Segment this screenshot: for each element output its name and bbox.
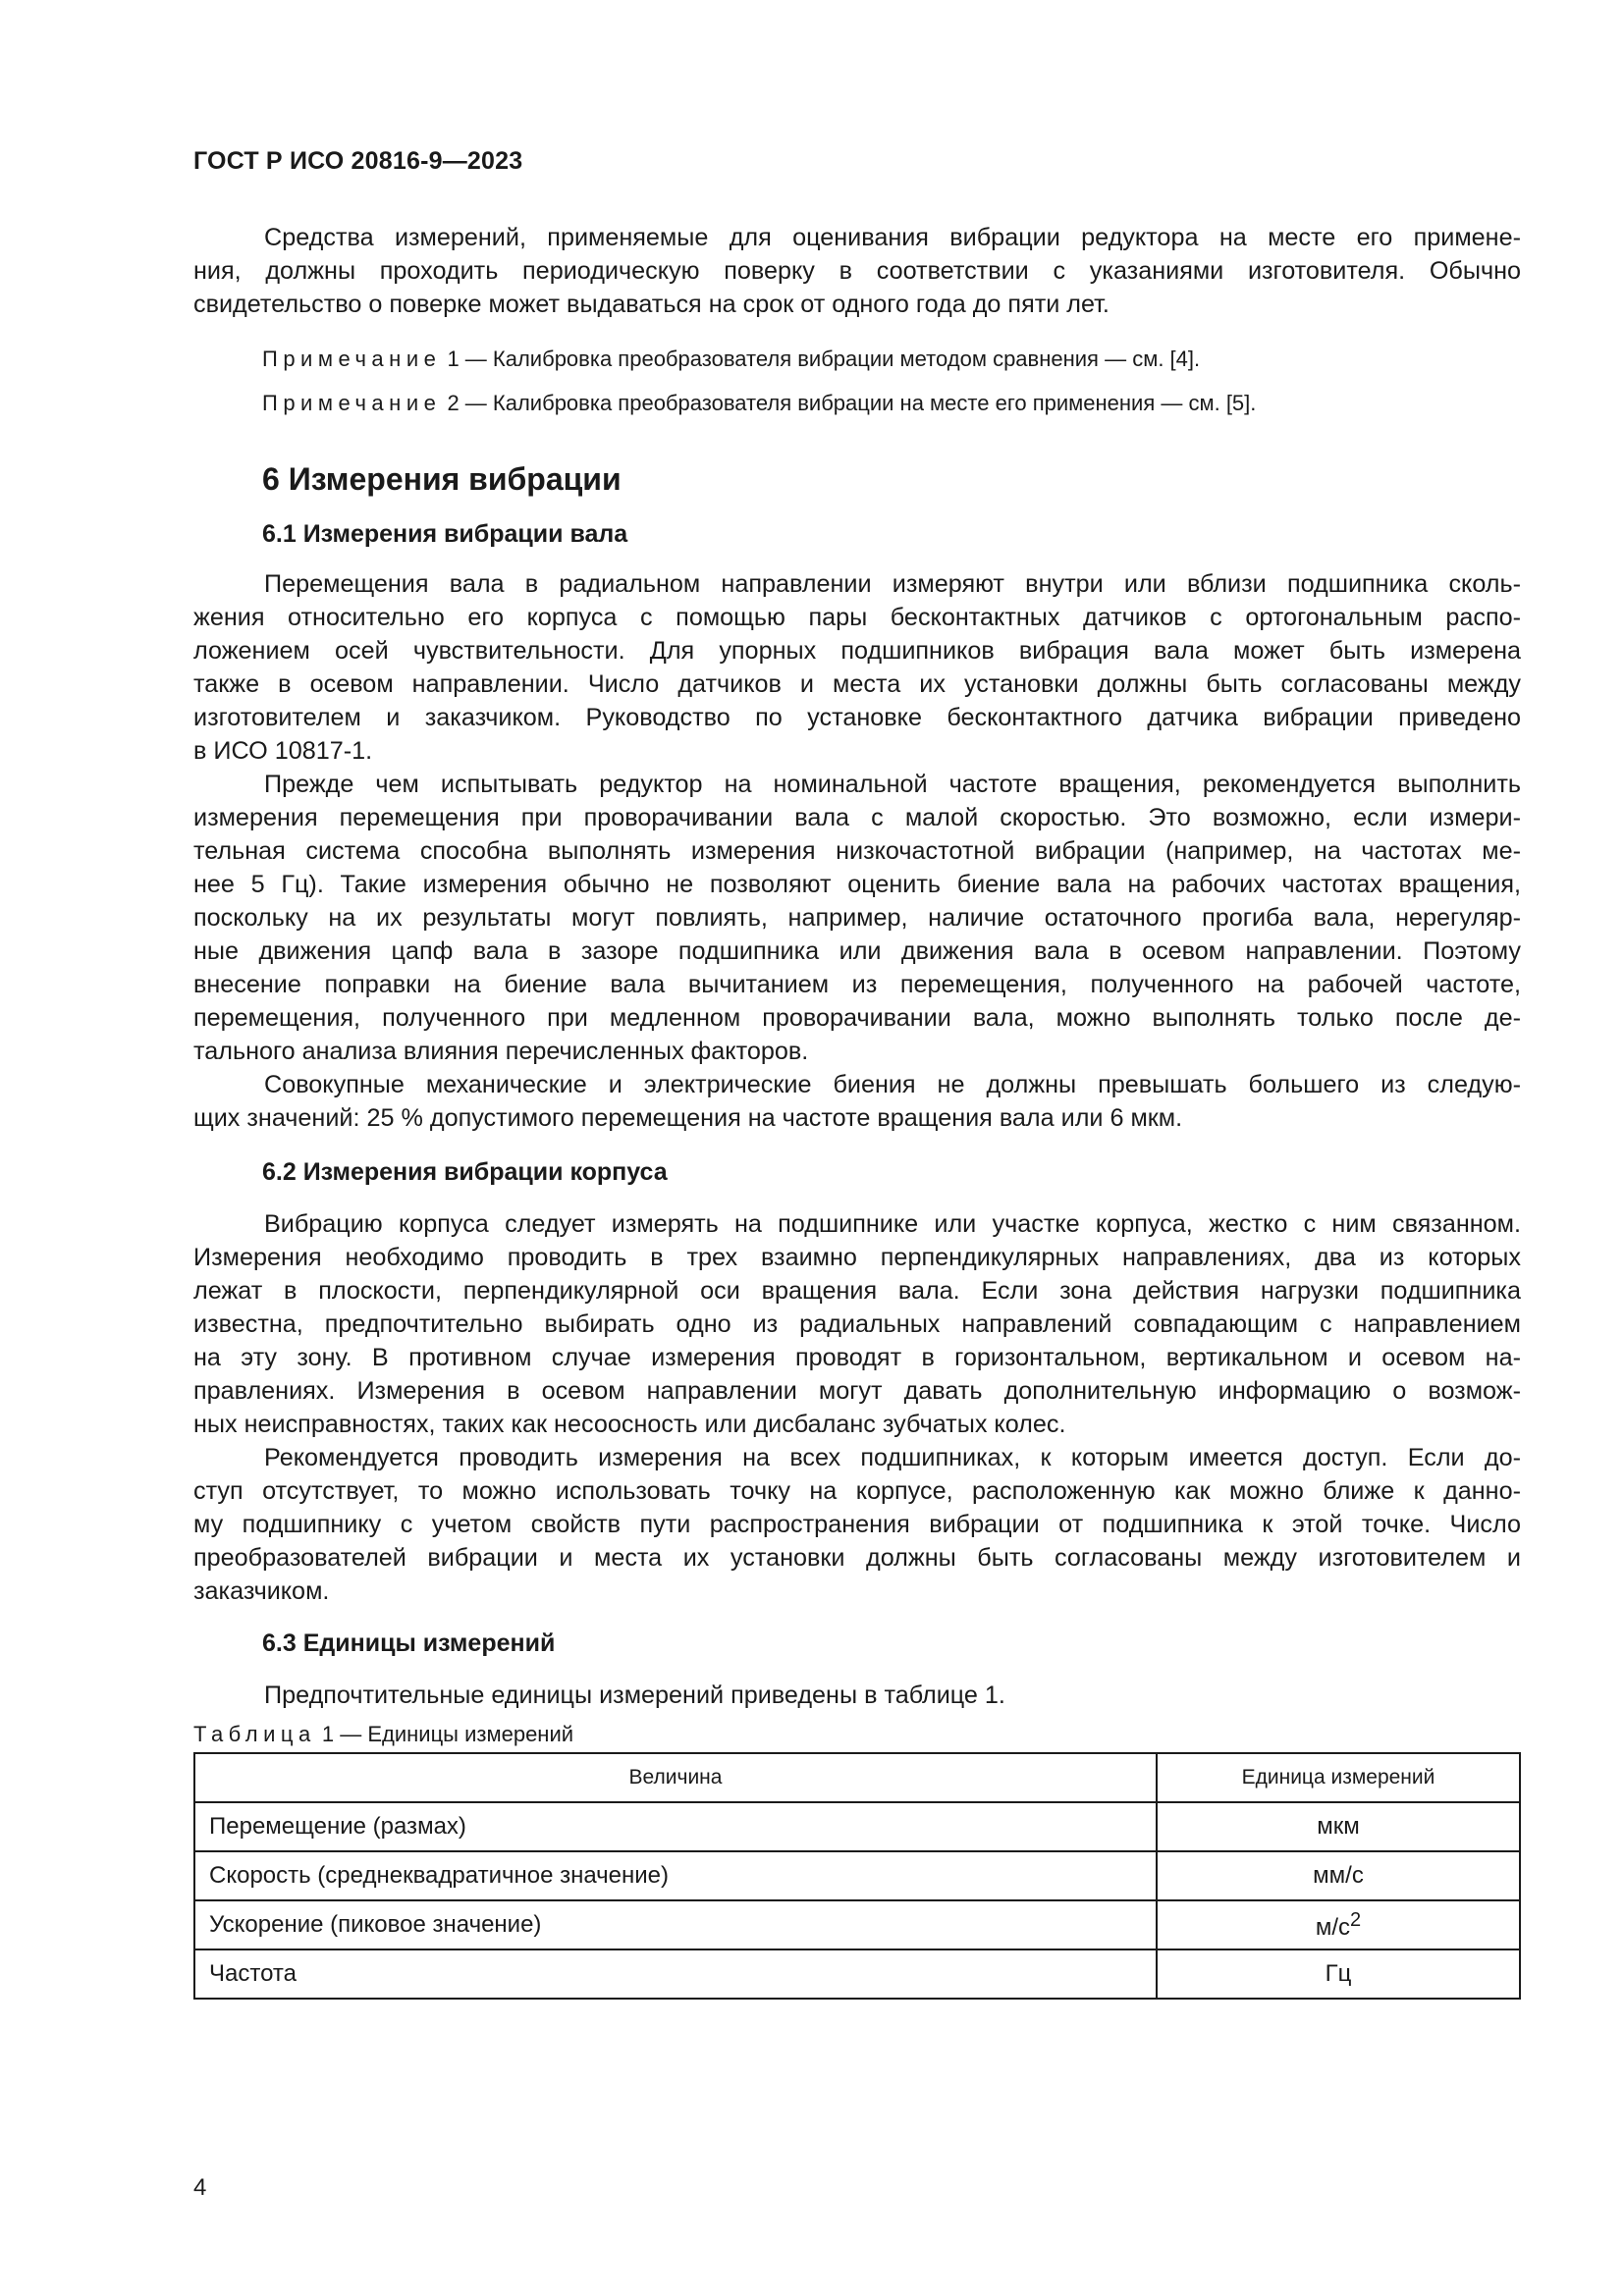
table-row — [194, 1900, 1520, 1949]
text-line: известна, предпочтительно выбирать одно из радиальных направлений совпадающим с направлением — [193, 1310, 1521, 1338]
text-line: Рекомендуется проводить измерения на всех подшипниках, к которым имеется доступ. Если до- — [264, 1444, 1521, 1471]
text-line: щих значений: 25 % допустимого перемещения на частоте вращения вала или 6 мкм. — [193, 1104, 1183, 1132]
section-6-heading: 6 Измерения вибрации — [262, 461, 622, 497]
table-row — [194, 1802, 1520, 1851]
units-table — [193, 1752, 1521, 2000]
table-cell-unit — [1157, 1900, 1520, 1949]
text-line: перемещения, полученного при медленном проворачивании вала, можно выполнять только после де- — [193, 1004, 1521, 1032]
section-6-1-heading: 6.1 Измерения вибрации вала — [262, 520, 628, 548]
table-cell-quantity: Перемещение (размах) — [194, 1802, 1157, 1851]
text-line: Прежде чем испытывать редуктор на номинальной частоте вращения, рекомендуется выполнить — [264, 771, 1521, 798]
text-line: Предпочтительные единицы измерений приведены в таблице 1. — [264, 1682, 1005, 1709]
note-text: 1 — Калибровка преобразователя вибрации методом сравнения — см. [4]. — [441, 347, 1201, 371]
text-line: в ИСО 10817-1. — [193, 737, 373, 765]
text-line: ступ отсутствует, то можно использовать точку на корпусе, расположенную как можно ближе к данно- — [193, 1477, 1521, 1505]
text-line: ных неисправностях, таких как несоосность или дисбаланс зубчатых колес. — [193, 1411, 1066, 1438]
section-6-2-paragraph-2 — [193, 1441, 1521, 1608]
text-line: нее 5 Гц). Такие измерения обычно не позволяют оценить биение вала на рабочих частотах вращения, — [193, 871, 1521, 898]
text-line: заказчиком. — [193, 1577, 330, 1605]
text-line: ния, должны проходить периодическую поверку в соответствии с указаниями изготовителя. Обычно — [193, 257, 1521, 285]
table-row — [194, 1851, 1520, 1900]
table-header-quantity: Величина — [194, 1753, 1157, 1802]
intro-paragraph — [193, 221, 1521, 321]
text-line: Вибрацию корпуса следует измерять на подшипнике или участке корпуса, жестко с ним связанном. — [264, 1210, 1521, 1238]
note-label: Примечание — [262, 391, 442, 415]
text-line: также в осевом направлении. Число датчиков и места их установки должны быть согласованы между — [193, 670, 1521, 698]
unit-exponent: 2 — [1350, 1908, 1362, 1931]
note-label: Примечание — [262, 347, 442, 371]
text-line: Совокупные механические и электрические биения не должны превышать большего из следую- — [264, 1071, 1521, 1098]
table-row — [194, 1949, 1520, 1999]
table-caption — [193, 1722, 573, 1747]
table-caption-label: Таблица — [193, 1722, 316, 1746]
text-line: Средства измерений, применяемые для оценивания вибрации редуктора на месте его примене- — [264, 224, 1521, 251]
table-cell-quantity: Скорость (среднеквадратичное значение) — [194, 1851, 1157, 1900]
text-line: лежат в плоскости, перпендикулярной оси вращения вала. Если зона действия нагрузки подшипника — [193, 1277, 1521, 1305]
note-text: 2 — Калибровка преобразователя вибрации на месте его применения — см. [5]. — [441, 391, 1257, 415]
section-6-2-heading: 6.2 Измерения вибрации корпуса — [262, 1158, 668, 1186]
document-header: ГОСТ Р ИСО 20816-9—2023 — [193, 147, 523, 175]
note-1 — [262, 345, 1200, 374]
text-line: правлениях. Измерения в осевом направлении могут давать дополнительную информацию о возмож- — [193, 1377, 1521, 1405]
table-header-row — [194, 1753, 1520, 1802]
table-cell-quantity: Частота — [194, 1949, 1157, 1999]
text-line: ные движения цапф вала в зазоре подшипника или движения вала в осевом направлении. Поэтому — [193, 937, 1521, 965]
section-6-1-paragraph-1 — [193, 567, 1521, 768]
table-cell-quantity: Ускорение (пиковое значение) — [194, 1900, 1157, 1949]
text-line: изготовителем и заказчиком. Руководство по установке бесконтактного датчика вибрации приведено — [193, 704, 1521, 731]
text-line: на эту зону. В противном случае измерения проводят в горизонтальном, вертикальном и осевом на- — [193, 1344, 1521, 1371]
text-line: поскольку на их результаты могут повлиять, например, наличие остаточного прогиба вала, нерегуляр- — [193, 904, 1521, 932]
unit-base: м/с — [1315, 1913, 1351, 1941]
table-cell-unit: мкм — [1157, 1802, 1520, 1851]
table-caption-text: 1 — Единицы измерений — [315, 1722, 574, 1746]
text-line: Перемещения вала в радиальном направлении измеряют внутри или вблизи подшипника сколь- — [264, 570, 1521, 598]
page-number: 4 — [193, 2174, 207, 2201]
text-line: ложением осей чувствительности. Для упорных подшипников вибрация вала может быть измерена — [193, 637, 1521, 665]
table-header-unit: Единица измерений — [1157, 1753, 1520, 1802]
table-cell-unit: Гц — [1157, 1949, 1520, 1999]
section-6-3-heading: 6.3 Единицы измерений — [262, 1629, 556, 1657]
section-6-1-paragraph-2 — [193, 768, 1521, 1068]
note-2 — [262, 389, 1256, 418]
text-line: измерения перемещения при проворачивании вала с малой скоростью. Это возможно, если измери- — [193, 804, 1521, 831]
text-line: тального анализа влияния перечисленных факторов. — [193, 1038, 809, 1065]
section-6-3-paragraph — [193, 1679, 1521, 1712]
text-line: тельная система способна выполнять измерения низкочастотной вибрации (например, на частотах ме- — [193, 837, 1521, 865]
text-line: Измерения необходимо проводить в трех взаимно перпендикулярных направлениях, два из которых — [193, 1244, 1521, 1271]
text-line: преобразователей вибрации и места их установки должны быть согласованы между изготовителем и — [193, 1544, 1521, 1572]
section-6-2-paragraph-1 — [193, 1207, 1521, 1441]
text-line: внесение поправки на биение вала вычитанием из перемещения, полученного на рабочей частоте, — [193, 971, 1521, 998]
text-line: жения относительно его корпуса с помощью пары бесконтактных датчиков с ортогональным распо- — [193, 604, 1521, 631]
table-cell-unit: мм/с — [1157, 1851, 1520, 1900]
text-line: свидетельство о поверке может выдаваться на срок от одного года до пяти лет. — [193, 291, 1110, 318]
text-line: му подшипнику с учетом свойств пути распространения вибрации от подшипника к этой точке. Число — [193, 1511, 1521, 1538]
section-6-1-paragraph-3 — [193, 1068, 1521, 1135]
